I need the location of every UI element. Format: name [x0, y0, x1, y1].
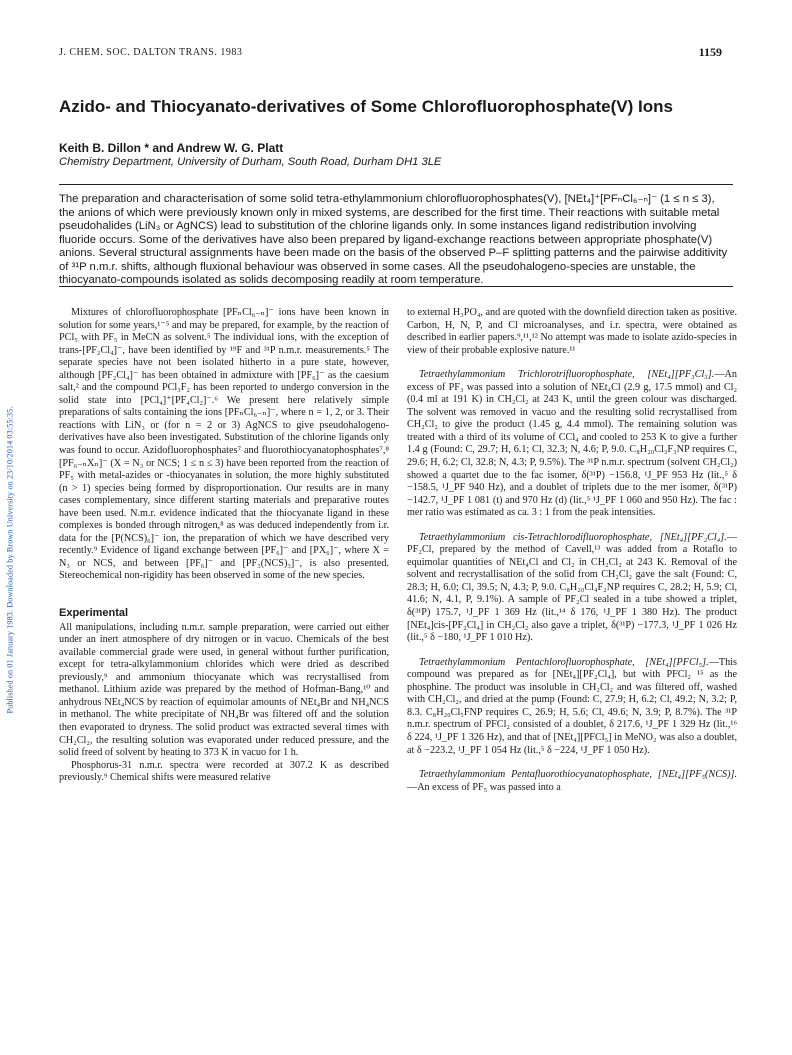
- trichloro-body: —An excess of PF₃ was passed into a solution of NEt₄Cl (2.9 g, 17.5 mmol) and Cl₂ (0.4 ml at 191 K) in CH₂Cl₂ at 243 K, until the green colour was discharged. The solvent was removed in vacuo and the resulting solid recrystallised from CH₂Cl₂ to give the product (1.45 g, 4.4 mmol). The remaining solution was treated with a third of its volume of CCl₄ and cooled to 253 K to give a further 1.4 g (Found: C, 29.7; H, 6.1; Cl, 32.3; N, 4.6; P, 9.0. C₈H₂₀Cl₃F₃NP requires C, 29.6; H, 6.2; Cl, 32.8; N, 4.3; P, 9.5%). The ³¹P n.m.r. spectrum (solvent CH₂Cl₂) showed a quartet due to the fac isomer, δ(³¹P) −156.8, ¹J_PF 953 Hz (lit.,⁵ δ −158.5, ¹J_PF 940 Hz), and a doublet of triplets due to the mer isomer, δ(³¹P) −142.7, ¹J_PF 1 081 (t) and 970 Hz (d) (lit.,⁵ ¹J_PF 1 060 and 950 Hz). The fac : mer ratio was estimated as ca. 3 : 1 from the peak intensities.: [407, 369, 737, 519]
- right-column: [407, 307, 737, 794]
- download-notice: Published on 01 January 1983. Downloaded by Brown University on 23/10/2014 03:55:35.: [5, 406, 15, 714]
- pentachloro-heading: Tetraethylammonium Pentachlorofluorophosphate, [NEt₄][PFCl₅].: [419, 656, 709, 668]
- pentachloro-body: —This compound was prepared as for [NEt₄][PF₂Cl₄], but with PFCl₂ ¹⁵ as the phosphine. The product was insoluble in CH₂Cl₂ and was filtered off, washed with CH₂Cl₂, and dried at the pump (Found: C, 27.9; H, 6.2; Cl, 49.2; N, 3.2; P, 8.3. C₈H₂₀Cl₅FNP requires C, 26.9; H, 5.6; Cl, 49.6; N, 3.9; P, 8.7%). The ³¹P n.m.r. spectrum of PFCl₂ consisted of a doublet, δ 217.6, ¹J_PF 1 329 Hz (lit.,¹⁶ δ 224, ¹J_PF 1 326 Hz), and that of [NEt₄][PFCl₅] in MeNO₂ was also a doublet, at δ −223.2, ¹J_PF 1 054 Hz (lit.,⁵ δ −224, ¹J_PF 1 050 Hz).: [407, 656, 737, 756]
- tetrachloro-section: [407, 532, 737, 645]
- trichloro-heading: Tetraethylammonium Trichlorotrifluorophosphate, [NEt₄][PF₃Cl₃].: [419, 369, 715, 381]
- experimental-paragraph: All manipulations, including n.m.r. sample preparation, were carried out either under an inert atmosphere of dry nitrogen or in vacuo. Chemicals of the best available commercial grade were used, in general without further purification, except for tetra-alkylammonium chlorides which were dried as described previously,⁹ and ammonium thiocyanate which was recrystallised from methanol. Lithium azide was prepared by the method of Hofman-Bang,¹⁰ and anhydrous NEt₄NCS by reaction of equimolar amounts of NEt₄Br and NH₄NCS in methanol. The white precipitate of NH₄Br was filtered off and the solution then evaporated to dryness. The solid product was extracted several times with CH₂Cl₂, the resulting solution was evaporated under reduced pressure, and the solid freed of solvent by heating to 373 K in vacuo for 1 h.: [59, 621, 389, 759]
- pentafluoro-section: [407, 769, 737, 794]
- page-number: 1159: [698, 45, 722, 59]
- article-authors: Keith B. Dillon * and Andrew W. G. Platt: [59, 141, 284, 155]
- experimental-heading: Experimental: [59, 607, 129, 620]
- abstract-bottom-rule: [59, 286, 733, 287]
- pentafluoro-heading: Tetraethylammonium Pentafluorothiocyanatophosphate, [NEt₄][PF₅(NCS)].: [419, 769, 737, 781]
- nmr-paragraph: Phosphorus-31 n.m.r. spectra were recorded at 307.2 K as described previously.⁹ Chemical shifts were measured relative: [59, 759, 389, 784]
- trichloro-section: [407, 369, 737, 520]
- introduction-paragraph: Mixtures of chlorofluorophosphate [PFₙCl₆₋ₙ]⁻ ions have been known in solution for some years,¹⁻⁵ and may be prepared, for example, by the reaction of PCl₅ with PF₅ in MeCN as solvent.⁵ The individual ions, with the exception of trans-[PF₂Cl₄]⁻, have been identified by ¹⁹F and ³¹P n.m.r. measurements.⁵ The separate species have not been isolated hitherto in a pure state, however, although [PF₂Cl₄]⁻ has been obtained in admixture with [PF₆]⁻ as the caesium salt,² and the compound PCl₃F₂ has been reported to undergo conversion in the solid state into [PCl₄]⁺[PF₄Cl₂]⁻.⁶ We present here relatively simple preparations of salts containing the ions [PFₙCl₆₋ₙ]⁻, where n = 1, 2, or 3. Their reactions with LiN₃ or (for n = 2 or 3) AgNCS to give pseudohalogeno-derivatives have also been investigated. Substitution of the chlorine ligands only was found to occur. Azidofluorophosphates⁷ and fluorothiocyanatophosphates⁷,⁸ [PF₆₋ₙXₙ]⁻ (X = N₃ or NCS; 1 ≤ n ≤ 3) have been reported from the reaction of PF₅ with metal-azides or -thiocyanates in solution, the more highly substituted (n > 1) species being formed by disproportionation. Our results are in many cases complementary, since different starting materials and preparative routes have been used. N.m.r. evidence indicated that the thiocyanate ligand in these complexes is bonded through nitrogen,⁸ as was deduced independently from i.r. data for the [P(NCS)₆]⁻ ion, the preparation of which we have described very recently.⁹ Evidence of ligand exchange between [PF₆]⁻ and [PX₆]⁻, where X = N₃ or NCS, and between [PF₆]⁻ and [PF₃(NCS)₃]⁻, is also presented. Stereochemical non-rigidity has been observed in some of the new species.: [59, 307, 389, 582]
- abstract: The preparation and characterisation of some solid tetra-ethylammonium chlorofluorophosphates(V), [NEt₄]⁺[PFₙCl₆₋ₙ]⁻ (1 ≤ n ≤ 3), the anions of which were previously known only in mixed systems, are described for the first time. Their reactions with suitable metal pseudohalides (LiN₃ or AgNCS) lead to substitution of the chlorine ligands only. In some instances ligand redistribution involving fluoride occurs. Some of the derivatives have also been prepared by ligand-exchange reactions between appropriate phosphate(V) anions. Several structural assignments have been made on the basis of the observed P–F splitting patterns and the pairwise additivity of ³¹P n.m.r. shifts, although fluxional behaviour was observed in some cases. All the pseudohalogeno-species are unstable, the thiocyanato-compounds isolated as solids decomposing readily at room temperature.: [59, 193, 728, 286]
- tetrachloro-heading: Tetraethylammonium cis-Tetrachlorodifluorophosphate, [NEt₄][PF₂Cl₄].: [419, 531, 727, 543]
- abstract-top-rule: [59, 184, 733, 185]
- running-head: J. CHEM. SOC. DALTON TRANS. 1983: [59, 47, 243, 58]
- download-notice-sidebar: [3, 150, 17, 970]
- article-affiliation: Chemistry Department, University of Durham, South Road, Durham DH1 3LE: [59, 156, 442, 168]
- article-title: Azido- and Thiocyanato-derivatives of Some Chlorofluorophosphate(V) Ions: [59, 97, 673, 116]
- pentachloro-section: [407, 657, 737, 757]
- continuation-paragraph: to external H₃PO₄, and are quoted with the downfield direction taken as positive. Carbon, H, N, P, and Cl microanalyses, and i.r. spectra, were obtained as described in earlier papers.⁹,¹¹,¹² No attempt was made to isolate azido-species in view of their probable explosive nature.¹¹: [407, 307, 737, 356]
- pentafluoro-body: —An excess of PF₅ was passed into a: [407, 781, 561, 793]
- left-column: [59, 307, 389, 785]
- tetrachloro-body: —PF₂Cl, prepared by the method of Cavell,¹³ was added from a Rotaflo to equimolar quantities of NEt₄Cl and Cl₂ in CH₂Cl₂ at 243 K. Removal of the solvent and recrystallisation of the solid from CH₂Cl₂ gave the salt (Found: C, 28.3; H, 6.0; Cl, 39.5; N, 4.3; P, 9.0. C₈H₂₀Cl₄F₂NP requires C, 28.2; H, 5.9; Cl, 41.6; N, 4.1, P, 9.1%). A sample of PF₂Cl sealed in a tube showed a triplet, δ(³¹P) 175.7, ¹J_PF 1 369 Hz (lit.,¹⁴ δ 176, ¹J_PF 1 380 Hz). The product [NEt₄]cis-[PF₂Cl₄] in CH₂Cl₂ also gave a triplet, δ(³¹P) −177.3, ¹J_PF 1 026 Hz (lit.,⁵ δ −180, ¹J_PF 1 010 Hz).: [407, 531, 737, 644]
